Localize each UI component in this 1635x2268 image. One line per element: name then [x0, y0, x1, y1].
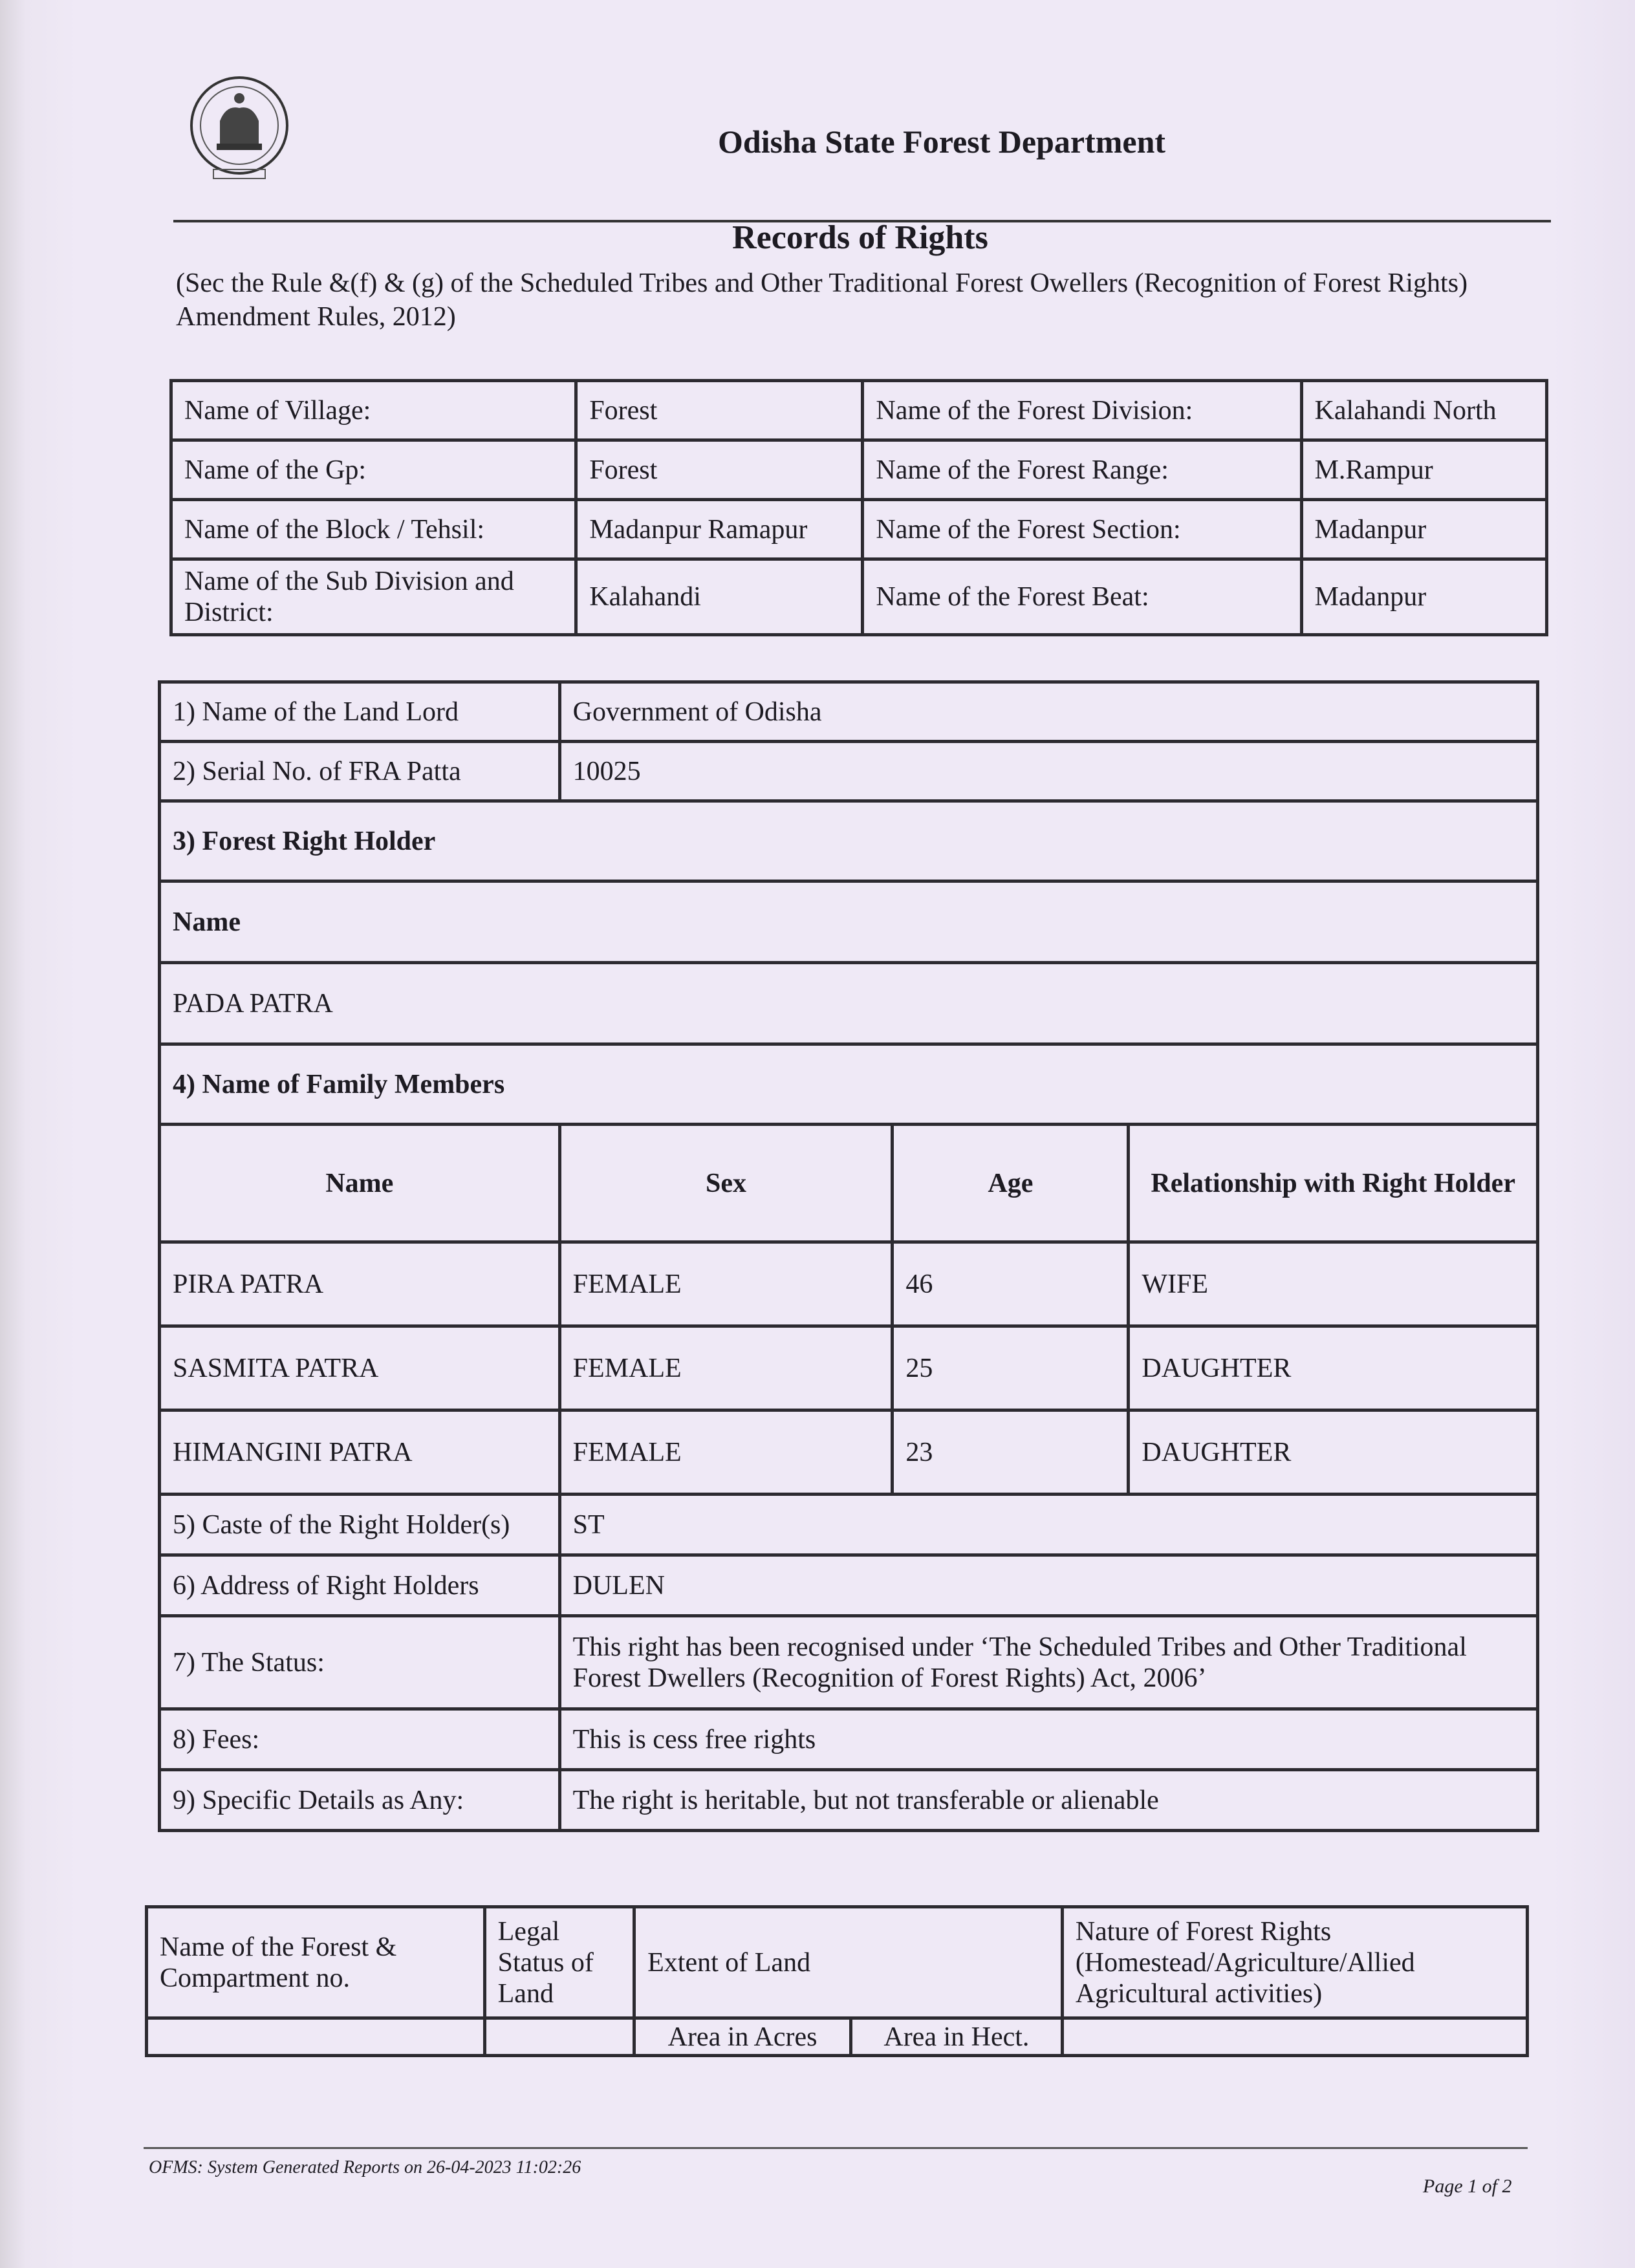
right-holder-name: PADA PATRA: [160, 963, 1538, 1044]
land-table: [145, 1905, 1529, 2057]
village-label: Name of Village:: [171, 381, 576, 440]
forest-range-value: M.Rampur: [1301, 440, 1546, 500]
status-line-1: This right has been recognised under ‘The Scheduled Tribes and Other Traditional: [572, 1632, 1467, 1662]
member-relationship: WIFE: [1129, 1242, 1538, 1326]
family-col-name: Name: [160, 1125, 560, 1242]
table-row: [160, 1326, 1538, 1410]
landlord-value: Government of Odisha: [559, 682, 1537, 742]
serial-label: 2) Serial No. of FRA Patta: [160, 742, 560, 801]
subdivision-label: Name of the Sub Division and District:: [171, 559, 576, 635]
forest-beat-label: Name of the Forest Beat:: [863, 559, 1301, 635]
member-age: 46: [893, 1242, 1129, 1326]
nature-of-rights-cell: [1062, 2018, 1527, 2056]
family-members-heading: 4) Name of Family Members: [160, 1044, 1538, 1125]
legal-status-header: Legal Status of Land: [484, 1907, 634, 2018]
specific-details-label: 9) Specific Details as Any:: [160, 1770, 560, 1831]
table-row: [160, 1242, 1538, 1326]
gp-label: Name of the Gp:: [171, 440, 576, 500]
page-number: Page 1 of 2: [1423, 2176, 1512, 2197]
legal-status-cell: [484, 2018, 634, 2056]
serial-value: 10025: [559, 742, 1537, 801]
location-table: [169, 379, 1548, 636]
forest-beat-value: Madanpur: [1301, 559, 1546, 635]
address-value: DULEN: [559, 1555, 1537, 1616]
table-row: [160, 1410, 1538, 1495]
landlord-label: 1) Name of the Land Lord: [160, 682, 560, 742]
status-value: [559, 1616, 1537, 1709]
document-subtitle: (Sec the Rule &(f) & (g) of the Scheduled Tribes and Other Traditional Forest Owellers (Recognition of Forest Rights) Amendment Rules, 2012): [176, 268, 1468, 332]
family-col-relationship: Relationship with Right Holder: [1129, 1125, 1538, 1242]
specific-details-value: The right is heritable, but not transferable or alienable: [559, 1770, 1537, 1831]
member-relationship: DAUGHTER: [1129, 1410, 1538, 1495]
member-sex: FEMALE: [559, 1326, 893, 1410]
name-heading: Name: [160, 881, 1538, 963]
member-age: 25: [893, 1326, 1129, 1410]
forest-compartment-header: Name of the Forest & Compartment no.: [147, 1907, 485, 2018]
village-value: Forest: [576, 381, 863, 440]
forest-section-label: Name of the Forest Section:: [863, 500, 1301, 559]
details-table: [158, 680, 1539, 1832]
right-holder-heading: 3) Forest Right Holder: [160, 801, 1538, 881]
block-value: Madanpur Ramapur: [576, 500, 863, 559]
forest-division-value: Kalahandi North: [1301, 381, 1546, 440]
forest-range-label: Name of the Forest Range:: [863, 440, 1301, 500]
forest-section-value: Madanpur: [1301, 500, 1546, 559]
status-line-2: Forest Dwellers (Recognition of Forest Rights) Act, 2006’: [572, 1663, 1207, 1693]
block-label: Name of the Block / Tehsil:: [171, 500, 576, 559]
member-relationship: DAUGHTER: [1129, 1326, 1538, 1410]
forest-compartment-cell: [147, 2018, 485, 2056]
fees-value: This is cess free rights: [559, 1709, 1537, 1770]
status-label: 7) The Status:: [160, 1616, 560, 1709]
fees-label: 8) Fees:: [160, 1709, 560, 1770]
system-generated-note: OFMS: System Generated Reports on 26-04-2023 11:02:26: [149, 2157, 581, 2177]
family-col-sex: Sex: [559, 1125, 893, 1242]
member-name: HIMANGINI PATRA: [160, 1410, 560, 1495]
area-hect-header: Area in Hect.: [850, 2018, 1062, 2056]
document-title: Records of Rights: [732, 219, 988, 256]
nature-of-rights-header: Nature of Forest Rights (Homestead/Agriculture/Allied Agricultural activities): [1062, 1907, 1527, 2018]
caste-label: 5) Caste of the Right Holder(s): [160, 1495, 560, 1555]
subdivision-value: Kalahandi: [576, 559, 863, 635]
gp-value: Forest: [576, 440, 863, 500]
member-age: 23: [893, 1410, 1129, 1495]
family-col-age: Age: [893, 1125, 1129, 1242]
address-label: 6) Address of Right Holders: [160, 1555, 560, 1616]
area-acres-header: Area in Acres: [634, 2018, 851, 2056]
footer-divider: [144, 2147, 1528, 2149]
caste-value: ST: [559, 1495, 1537, 1555]
extent-of-land-header: Extent of Land: [634, 1907, 1063, 2018]
forest-division-label: Name of the Forest Division:: [863, 381, 1301, 440]
member-sex: FEMALE: [559, 1410, 893, 1495]
member-name: SASMITA PATRA: [160, 1326, 560, 1410]
member-name: PIRA PATRA: [160, 1242, 560, 1326]
department-title: Odisha State Forest Department: [718, 124, 1166, 160]
odisha-emblem-icon: [188, 72, 291, 189]
member-sex: FEMALE: [559, 1242, 893, 1326]
